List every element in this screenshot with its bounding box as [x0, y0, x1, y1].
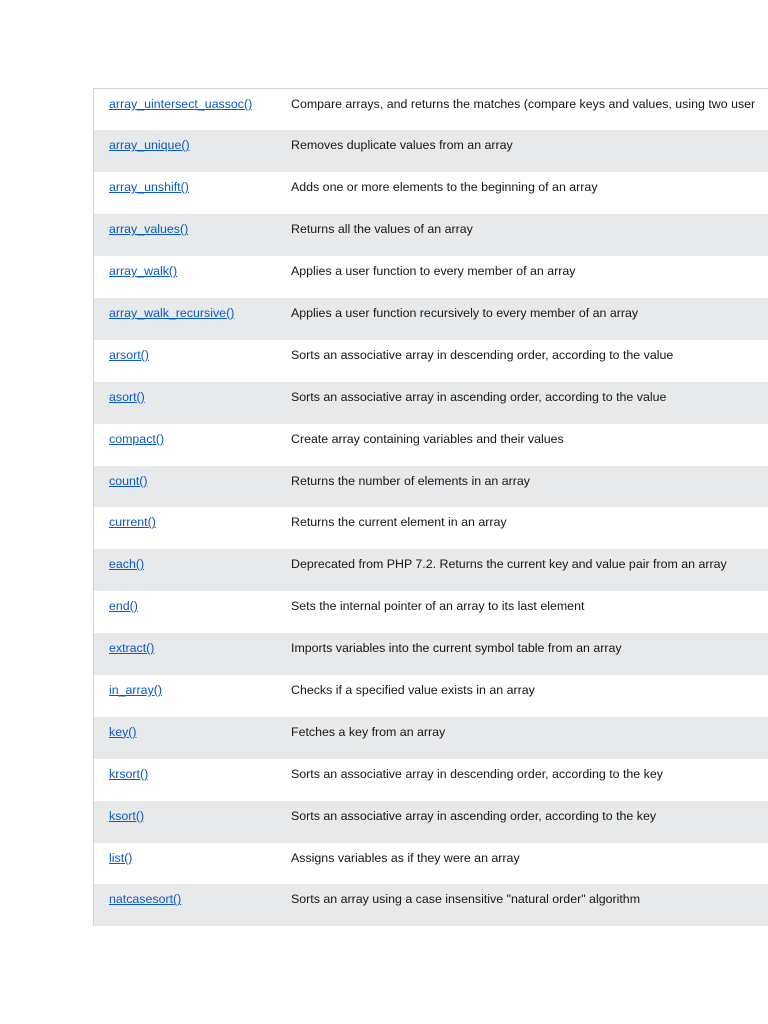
- table-row: [94, 884, 768, 926]
- array-functions-table: [93, 88, 768, 926]
- table-row: [94, 801, 768, 843]
- function-description: Sorts an associative array in ascending order, according to the value: [291, 389, 667, 404]
- table-row: [94, 382, 768, 424]
- function-description-cell: [291, 801, 768, 843]
- table-row: [94, 89, 768, 131]
- function-link[interactable]: array_unique(): [109, 138, 190, 153]
- function-name-cell: [94, 759, 292, 801]
- function-link[interactable]: asort(): [109, 389, 145, 404]
- table-row: [94, 591, 768, 633]
- function-description: Applies a user function to every member of an array: [291, 264, 576, 279]
- table-row: [94, 130, 768, 172]
- function-description-cell: [291, 340, 768, 382]
- function-name-cell: [94, 256, 292, 298]
- function-link[interactable]: arsort(): [109, 347, 149, 362]
- function-description: Sets the internal pointer of an array to its last element: [291, 599, 585, 614]
- table-row: [94, 633, 768, 675]
- function-description: Sorts an associative array in ascending order, according to the key: [291, 808, 657, 823]
- table-row: [94, 717, 768, 759]
- function-description: Applies a user function recursively to every member of an array: [291, 305, 639, 320]
- function-name-cell: [94, 801, 292, 843]
- function-link[interactable]: extract(): [109, 641, 155, 656]
- function-description: Create array containing variables and their values: [291, 431, 564, 446]
- function-link[interactable]: natcasesort(): [109, 892, 182, 907]
- function-name-cell: [94, 507, 292, 549]
- table-row: [94, 466, 768, 508]
- function-description: Imports variables into the current symbol table from an array: [291, 641, 622, 656]
- function-description-cell: [291, 717, 768, 759]
- function-description: Removes duplicate values from an array: [291, 138, 513, 153]
- function-description: Returns the number of elements in an array: [291, 473, 530, 488]
- function-description: Returns the current element in an array: [291, 515, 507, 530]
- function-description: Returns all the values of an array: [291, 222, 473, 237]
- function-link[interactable]: compact(): [109, 431, 165, 446]
- table-row: [94, 759, 768, 801]
- function-link[interactable]: array_uintersect_uassoc(): [109, 97, 253, 111]
- function-description: Compare arrays, and returns the matches (compare keys and values, using two user: [291, 97, 756, 111]
- function-name-cell: [94, 884, 292, 926]
- function-name-cell: [94, 633, 292, 675]
- function-description-cell: [291, 759, 768, 801]
- function-description: Assigns variables as if they were an array: [291, 850, 520, 865]
- table-row: [94, 214, 768, 256]
- function-description-cell: [291, 675, 768, 717]
- function-link[interactable]: end(): [109, 599, 138, 614]
- function-description-cell: [291, 89, 768, 131]
- function-link[interactable]: array_walk(): [109, 264, 178, 279]
- function-description-cell: [291, 633, 768, 675]
- table-row: [94, 424, 768, 466]
- function-description-cell: [291, 256, 768, 298]
- function-link[interactable]: count(): [109, 473, 148, 488]
- table-row: [94, 843, 768, 885]
- function-link[interactable]: array_walk_recursive(): [109, 305, 235, 320]
- function-name-cell: [94, 591, 292, 633]
- table-row: [94, 507, 768, 549]
- function-description-cell: [291, 424, 768, 466]
- function-description: Sorts an array using a case insensitive "natural order" algorithm: [291, 892, 641, 907]
- function-link[interactable]: each(): [109, 557, 145, 572]
- function-description: Deprecated from PHP 7.2. Returns the current key and value pair from an array: [291, 557, 727, 572]
- function-name-cell: [94, 843, 292, 885]
- function-description-cell: [291, 843, 768, 885]
- table-row: [94, 340, 768, 382]
- function-description-cell: [291, 507, 768, 549]
- function-link[interactable]: ksort(): [109, 808, 145, 823]
- function-description: Sorts an associative array in descending order, according to the key: [291, 766, 663, 781]
- function-name-cell: [94, 424, 292, 466]
- table-row: [94, 549, 768, 591]
- function-link[interactable]: key(): [109, 724, 137, 739]
- function-description-cell: [291, 298, 768, 340]
- function-name-cell: [94, 340, 292, 382]
- function-link[interactable]: array_unshift(): [109, 180, 189, 195]
- function-description-cell: [291, 130, 768, 172]
- function-link[interactable]: current(): [109, 515, 156, 530]
- function-description: Adds one or more elements to the beginning of an array: [291, 180, 598, 195]
- function-description: Fetches a key from an array: [291, 724, 446, 739]
- function-description-cell: [291, 214, 768, 256]
- function-description-cell: [291, 382, 768, 424]
- function-name-cell: [94, 382, 292, 424]
- function-description-cell: [291, 549, 768, 591]
- function-description-cell: [291, 466, 768, 508]
- function-name-cell: [94, 549, 292, 591]
- function-description-cell: [291, 172, 768, 214]
- table-row: [94, 298, 768, 340]
- function-name-cell: [94, 214, 292, 256]
- function-name-cell: [94, 466, 292, 508]
- function-description-cell: [291, 591, 768, 633]
- table-body: [94, 89, 768, 927]
- table-row: [94, 256, 768, 298]
- table-row: [94, 675, 768, 717]
- function-link[interactable]: in_array(): [109, 682, 163, 697]
- function-name-cell: [94, 130, 292, 172]
- function-link[interactable]: list(): [109, 850, 133, 865]
- function-name-cell: [94, 172, 292, 214]
- function-name-cell: [94, 717, 292, 759]
- function-description: Checks if a specified value exists in an array: [291, 682, 535, 697]
- function-link[interactable]: array_values(): [109, 222, 189, 237]
- function-link[interactable]: krsort(): [109, 766, 149, 781]
- function-name-cell: [94, 298, 292, 340]
- function-name-cell: [94, 675, 292, 717]
- table-row: [94, 172, 768, 214]
- function-description: Sorts an associative array in descending order, according to the value: [291, 347, 674, 362]
- function-name-cell: [94, 89, 292, 131]
- function-description-cell: [291, 884, 768, 926]
